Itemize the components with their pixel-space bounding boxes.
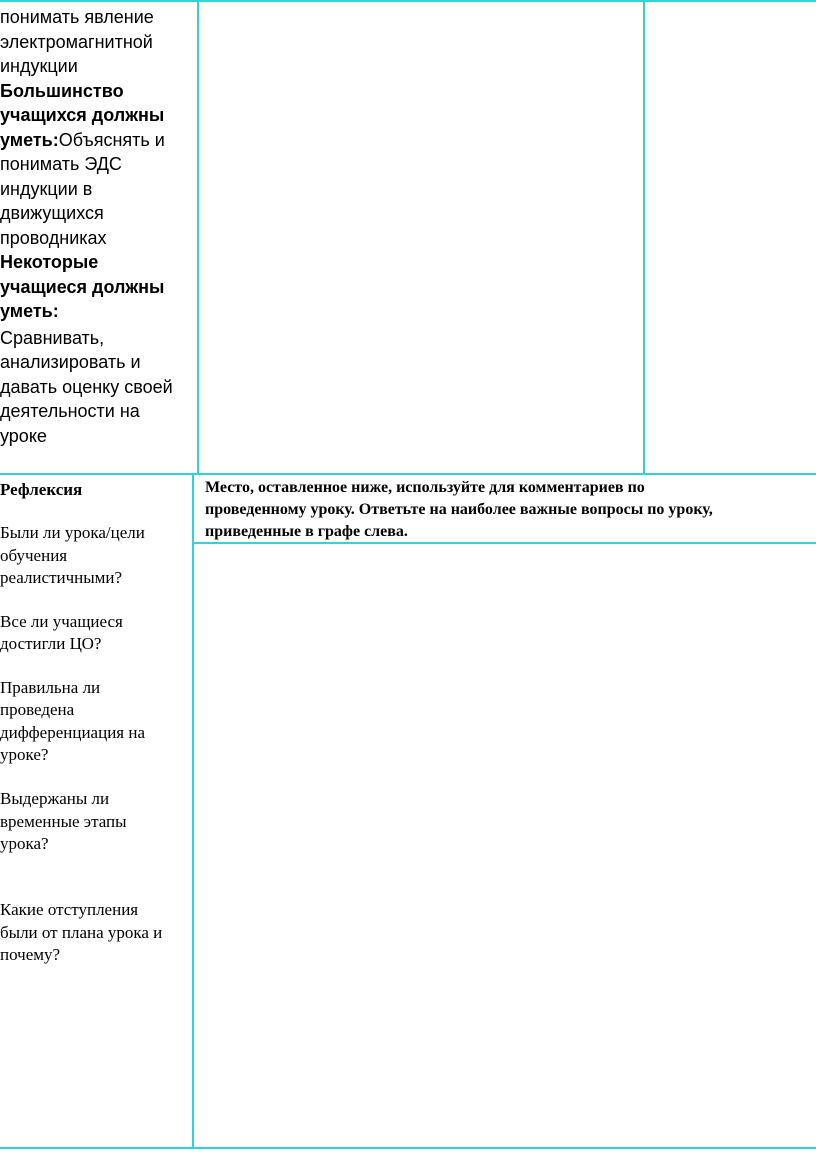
- objectives-normal-run: Объяснять и: [58, 130, 165, 150]
- objectives-line: учащиеся должны: [0, 277, 165, 297]
- objectives-line: движущихся: [0, 203, 104, 223]
- objectives-line: учащихся должны: [0, 105, 165, 125]
- reflection-question-line: были от плана урока и: [0, 923, 163, 942]
- reflection-question-line: Какие отступления: [0, 900, 139, 919]
- objectives-line: Большинство: [0, 81, 124, 101]
- comment-line: Место, оставленное ниже, используйте для комментариев по: [205, 479, 645, 496]
- table-border-col2-right: [643, 0, 645, 474]
- reflection-question-line: достигли ЦО?: [0, 634, 102, 653]
- reflection-question-line: дифференциация на: [0, 723, 146, 742]
- comment-line: проведенному уроку. Ответьте на наиболее важные вопросы по уроку,: [205, 501, 713, 518]
- reflection-question-line: обучения: [0, 546, 68, 565]
- table-border-bottom: [0, 1147, 816, 1149]
- comment-area[interactable]: [195, 545, 816, 1146]
- objectives-line: деятельности на: [0, 401, 140, 421]
- objectives-line: Сравнивать,: [0, 328, 105, 348]
- objectives-line: Некоторые: [0, 252, 99, 272]
- objectives-line: индукции в: [0, 179, 93, 199]
- objectives-line: проводниках: [0, 228, 107, 248]
- reflection-question-line: Все ли учащиеся: [0, 612, 123, 631]
- reflection-question-line: почему?: [0, 945, 61, 964]
- objectives-line: [0, 128, 165, 153]
- objectives-line: понимать ЭДС: [0, 154, 122, 174]
- comment-instructions: [205, 477, 713, 543]
- table-border-lower-col1-right: [192, 474, 194, 1148]
- objectives-line: уметь:: [0, 301, 59, 321]
- table-border-top: [0, 0, 816, 2]
- reflection-question-line: Были ли урока/цели: [0, 523, 145, 542]
- objectives-line: уроке: [0, 426, 47, 446]
- objectives-line: индукции: [0, 56, 78, 76]
- reflection-question-line: урока?: [0, 834, 49, 853]
- reflection-question-line: Выдержаны ли: [0, 789, 110, 808]
- objectives-bold-run: уметь:: [0, 130, 59, 150]
- reflection-question-line: реалистичными?: [0, 568, 123, 587]
- reflection-heading: Рефлексия: [0, 480, 83, 499]
- comment-line: приведенные в графе слева.: [205, 523, 408, 540]
- reflection-question-line: уроке?: [0, 745, 49, 764]
- reflection-question-line: временные этапы: [0, 812, 127, 831]
- objectives-line: давать оценку своей: [0, 377, 173, 397]
- objectives-line: электромагнитной: [0, 32, 153, 52]
- table-border-row-divider: [0, 473, 816, 475]
- reflection-question-line: Правильна ли: [0, 678, 101, 697]
- objectives-line: анализировать и: [0, 352, 141, 372]
- reflection-question-line: проведена: [0, 700, 75, 719]
- objectives-line: понимать явление: [0, 7, 154, 27]
- table-border-col1-right: [197, 0, 199, 474]
